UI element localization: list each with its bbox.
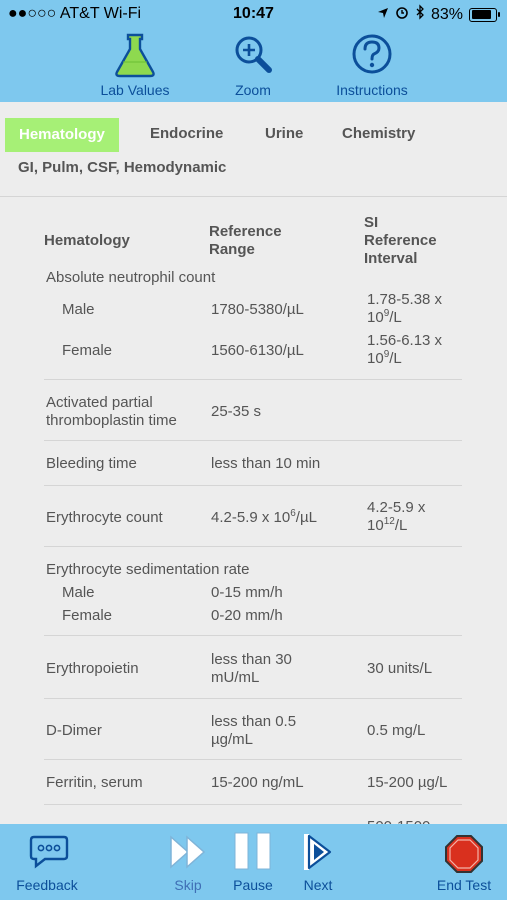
row-ferritin-si: 15-200 µg/L [367,774,448,791]
category-tabs [0,102,507,198]
divider [0,196,507,197]
question-icon [350,32,394,78]
column-header-range: Range [209,241,255,258]
tab-endocrine[interactable]: Endocrine [150,125,224,142]
column-header-si-interval: Interval [364,250,418,267]
row-divider [44,546,462,547]
row-anc-label: Absolute neutrophil count [46,269,216,286]
row-esr-female-ref: 0-20 mm/h [211,607,283,624]
tab-chemistry[interactable]: Chemistry [342,125,416,142]
battery-level [472,10,491,19]
carrier-signal: ●●○○○ AT&T Wi-Fi [8,5,142,22]
row-esr-male: Male [62,584,95,601]
tab-urine[interactable]: Urine [265,125,304,142]
row-divider [44,440,462,441]
column-header-test: Hematology [44,232,130,249]
row-bleeding-label: Bleeding time [46,455,137,472]
next-label: Next [303,877,333,893]
row-erythrocyte-si: 4.2-5.9 x $10^{12}/L$ [367,499,426,534]
column-header-reference: Reference [209,223,282,240]
row-esr-label: Erythrocyte sedimentation rate [46,561,250,578]
row-ddimer-label: D-Dimer [46,722,102,739]
instructions-label: Instructions [336,82,408,98]
row-divider [44,698,462,699]
row-erythrocyte-ref: 4.2-5.9 x $10^6/\mu L$ [211,508,317,526]
row-anc-male: Male [62,301,95,318]
bluetooth-icon [415,5,425,24]
flask-icon [113,32,157,78]
next-icon [302,832,334,872]
clock: 10:47 [233,5,274,22]
battery-icon [469,8,497,22]
end-test-button[interactable] [424,824,504,900]
row-anc-female-ref: 1560-6130/µL [211,342,304,359]
tab-hematology[interactable]: Hematology [5,118,119,152]
pause-button[interactable] [225,824,281,900]
row-bleeding-ref: less than 10 min [211,455,321,472]
pause-label: Pause [233,877,273,893]
skip-button[interactable] [160,824,216,900]
location-icon [377,6,389,24]
skip-label: Skip [174,877,202,893]
alarm-icon [395,5,409,24]
battery-percent: 83% [430,5,463,23]
tab-gi-pulm-csf-hemodynamic[interactable]: GI, Pulm, CSF, Hemodynamic [18,159,227,176]
row-ddimer-si: 0.5 mg/L [367,722,426,739]
row-anc-female: Female [62,342,113,359]
row-divider [44,804,462,805]
feedback-label: Feedback [16,877,78,893]
lab-values-label: Lab Values [100,82,170,98]
skip-icon [168,834,208,870]
row-ferritin-ref: 15-200 ng/mL [211,774,304,791]
lab-values-table[interactable] [0,198,507,824]
row-esr-male-ref: 0-15 mm/h [211,584,283,601]
row-divider [44,759,462,760]
top-toolbar [0,28,507,102]
pause-icon [233,832,273,870]
row-ferritin-label: Ferritin, serum [46,774,143,791]
zoom-icon [231,32,275,78]
end-test-label: End Test [436,877,492,893]
column-header-si: SI [364,214,379,231]
row-epo-label: Erythropoietin [46,660,139,677]
stop-icon [444,834,484,874]
row-ddimer-ref: less than 0.5 µg/mL [211,713,297,748]
lab-values-button[interactable] [75,32,195,98]
row-anc-male-si: 1.78-5.38 x $10^9/L$ [367,291,443,326]
zoom-button[interactable] [193,32,313,98]
next-button[interactable] [290,824,346,900]
status-bar [0,0,507,28]
row-anc-female-si: 1.56-6.13 x $10^9/L$ [367,332,443,367]
instructions-button[interactable] [312,32,432,98]
row-divider [44,379,462,380]
row-epo-si: 30 units/L [367,660,433,677]
row-esr-female: Female [62,607,113,624]
row-aptt-ref: 25-35 s [211,403,262,420]
chat-bubble-icon [29,834,69,870]
feedback-button[interactable] [0,824,94,900]
row-erythrocyte-label: Erythrocyte count [46,509,163,526]
row-aptt-label: Activated partial thromboplastin time [46,394,177,429]
bottom-toolbar [0,824,507,900]
row-divider [44,485,462,486]
zoom-label: Zoom [235,82,271,98]
row-epo-ref: less than 30 mU/mL [211,651,292,686]
row-divider [44,635,462,636]
row-anc-male-ref: 1780-5380/µL [211,301,304,318]
column-header-si-reference: Reference [364,232,437,249]
